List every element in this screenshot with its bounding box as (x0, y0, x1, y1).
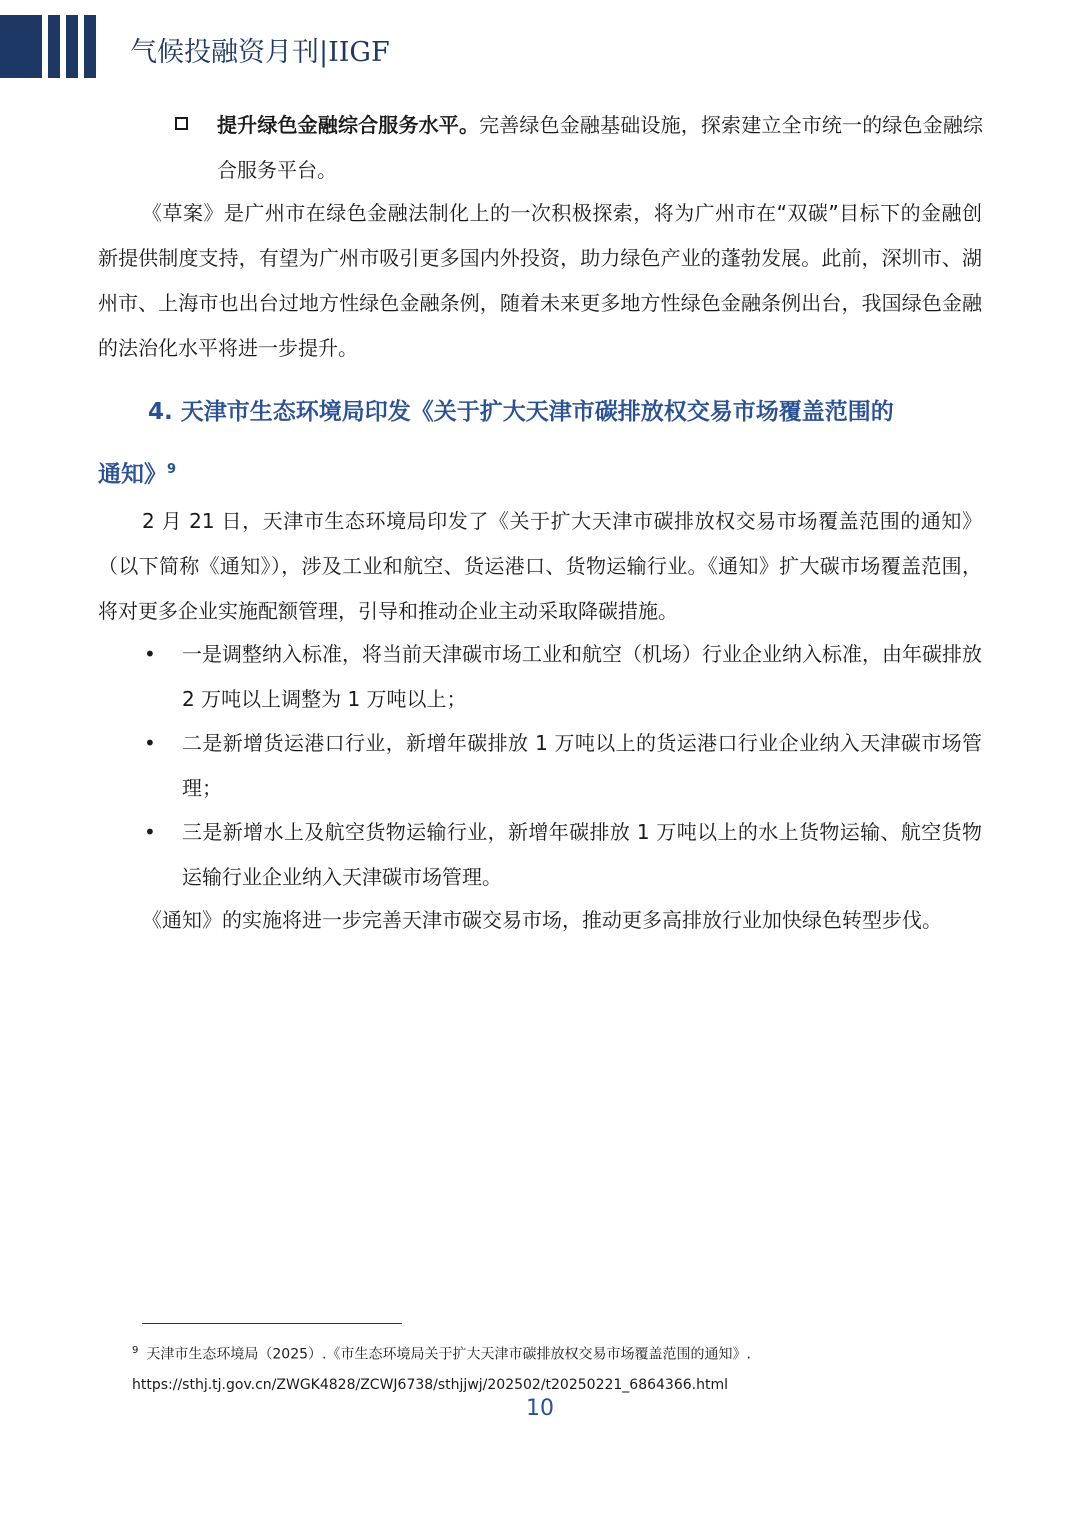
header-bar (0, 15, 42, 78)
header-bar (66, 15, 78, 78)
bullet-list-item (98, 721, 982, 811)
bullet-text: 二是新增货运港口行业，新增年碳排放 1 万吨以上的货运港口行业企业纳入天津碳市场管理； (182, 731, 982, 800)
bullet-text: 一是调整纳入标准，将当前天津碳市场工业和航空（机场）行业企业纳入标准，由年碳排放 2 万吨以上调整为 1 万吨以上； (182, 642, 982, 711)
section-heading (98, 383, 982, 441)
footnote (132, 1336, 751, 1400)
publication-title: 气候投融资月刊|IIGF (130, 37, 390, 68)
footnote-citation: 天津市生态环境局（2025）.《市生态环境局关于扩大天津市碳排放权交易市场覆盖范围的通知》. (146, 1346, 751, 1363)
page-number: 10 (526, 1396, 554, 1421)
conclusion-paragraph: 《通知》的实施将进一步完善天津市碳交易市场，推动更多高排放行业加快绿色转型步伐。 (142, 908, 942, 932)
footnote-number: 9 (132, 1345, 139, 1356)
checkbox-icon (175, 117, 188, 130)
checkbox-list-item (175, 103, 983, 193)
footnote-line1 (132, 1336, 751, 1370)
body-paragraph: 《草案》是广州市在绿色金融法制化上的一次积极探索，将为广州市在“双碳”目标下的金融创新提供制度支持，有望为广州市吸引更多国内外投资，助力绿色产业的蓬勃发展。此前，深圳市、湖州市、上海市也出台过地方性绿色金融条例，随着未来更多地方性绿色金融条例出台，我国绿色金融的法治化水平将进一步提升。 (98, 201, 982, 360)
bullet-icon: • (144, 820, 156, 844)
bullet-icon: • (144, 731, 156, 755)
checkbox-item-text (217, 103, 983, 193)
bullet-list-item (98, 810, 982, 900)
bullet-text: 三是新增水上及航空货物运输行业，新增年碳排放 1 万吨以上的水上货物运输、航空货物运输行业企业纳入天津碳市场管理。 (182, 820, 982, 889)
bullet-list-item (98, 632, 982, 722)
checkbox-item-body: 完善绿色金融基础设施，探索建立全市统一的绿色金融综合服务平台。 (217, 113, 984, 182)
checkbox-item-lead: 提升绿色金融综合服务水平。 (217, 113, 480, 137)
footnote-reference[interactable]: 9 (167, 462, 177, 477)
section-heading-continued (98, 441, 982, 504)
section-heading-line2: 通知》 (98, 461, 167, 488)
section-intro-paragraph: 2 月 21 日，天津市生态环境局印发了《关于扩大天津市碳排放权交易市场覆盖范围的通知》（以下简称《通知》），涉及工业和航空、货运港口、货物运输行业。《通知》扩大碳市场覆盖范围，将对更多企业实施配额管理，引导和推动企业主动采取降碳措施。 (98, 509, 982, 623)
footnote-url[interactable]: https://sthj.tj.gov.cn/ZWGK4828/ZCWJ6738/sthjjwj/202502/t20250221_6864366.html (132, 1376, 728, 1393)
section-heading-line1: 4. 天津市生态环境局印发《关于扩大天津市碳排放权交易市场覆盖范围的 (148, 399, 894, 425)
bullet-icon: • (144, 642, 156, 666)
footnote-divider (142, 1323, 402, 1324)
header-bar (84, 15, 96, 78)
header-bar (48, 15, 60, 78)
